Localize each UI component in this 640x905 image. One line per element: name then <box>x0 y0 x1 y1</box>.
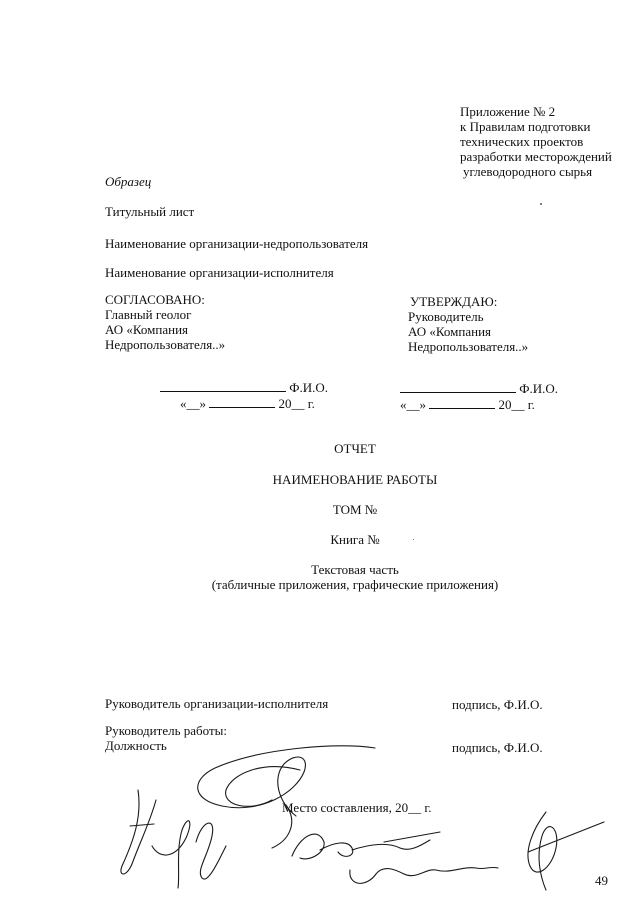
position-sign: подпись, Ф.И.О. <box>452 740 543 755</box>
org-user-name: Наименование организации-недропользователя <box>105 236 369 251</box>
signature-dash <box>130 824 154 826</box>
approval-right-fio: Ф.И.О. <box>519 381 559 396</box>
report-work-name: НАИМЕНОВАНИЕ РАБОТЫ <box>272 472 438 487</box>
report-book: Книга № <box>330 532 380 547</box>
report-part: Текстовая часть <box>311 562 399 577</box>
approval-left-fio: Ф.И.О. <box>289 380 329 395</box>
executor-head-sign: подпись, Ф.И.О. <box>452 697 543 712</box>
approval-right-heading: УТВЕРЖДАЮ: <box>410 294 498 309</box>
signature-cursive-2 <box>350 867 498 883</box>
title-page-label: Титульный лист <box>105 204 195 219</box>
executor-head-label: Руководитель организации-исполнителя <box>105 696 329 711</box>
approval-left-line-1: Главный геолог <box>105 307 192 322</box>
appendix-line-5: углеводородного сырья <box>463 164 593 179</box>
signature-cursive-1 <box>292 832 440 859</box>
approval-right-line-1: Руководитель <box>408 309 484 324</box>
approval-left-line-2: АО «Компания <box>105 322 189 337</box>
report-volume: ТОМ № <box>332 502 378 517</box>
appendix-line-2: к Правилам подготовки <box>460 119 591 134</box>
approval-left-heading: СОГЛАСОВАНО: <box>105 292 205 307</box>
work-head-label: Руководитель работы: <box>105 723 227 738</box>
appendix-line-3: технических проектов <box>460 134 584 149</box>
appendix-line-4: разработки месторождений <box>460 149 612 164</box>
approval-right-line-3: Недропользователя..» <box>408 339 529 354</box>
approval-right-line-2: АО «Компания <box>408 324 492 339</box>
signature-scribble-left <box>121 790 226 888</box>
report-title: ОТЧЕТ <box>334 441 376 456</box>
approval-right-date-year: 20__ г. <box>498 397 535 412</box>
signature-right <box>528 812 604 890</box>
sample-label: Образец <box>105 174 152 189</box>
approval-left-date-year: 20__ г. <box>278 396 315 411</box>
signature-loop-2 <box>226 767 300 807</box>
place-label: Место составления, 20__ г. <box>282 800 432 815</box>
signature-tail <box>272 805 292 848</box>
org-executor-name: Наименование организации-исполнителя <box>105 265 334 280</box>
page-number: 49 <box>595 873 608 888</box>
report-attachments: (табличные приложения, графические приложения) <box>211 577 499 592</box>
approval-left-date-open: «__» <box>180 396 206 411</box>
approval-right-date-open: «__» <box>400 397 426 412</box>
approval-left-line-3: Недропользователя..» <box>105 337 226 352</box>
appendix-line-1: Приложение № 2 <box>460 104 556 119</box>
position-label: Должность <box>105 738 167 753</box>
